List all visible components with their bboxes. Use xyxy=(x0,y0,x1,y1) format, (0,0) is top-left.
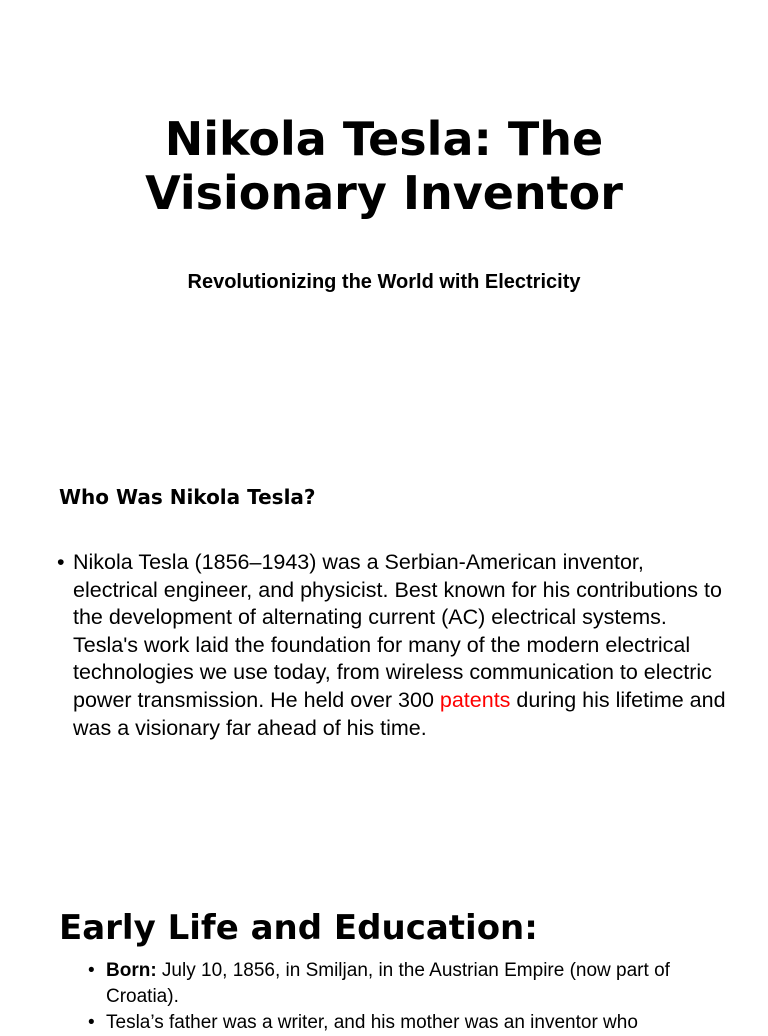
list-item-label: Born: xyxy=(106,960,157,981)
patents-link[interactable]: patents xyxy=(439,687,511,712)
who-text-after: during his lifetime and was a visionary far ahead of his time. xyxy=(73,687,726,740)
list-item-text: Tesla’s father was a writer, and his mother was an inventor who xyxy=(106,1012,638,1033)
title-line-2: Visionary Inventor xyxy=(145,166,623,220)
bullet-icon: • xyxy=(88,1012,95,1033)
who-paragraph xyxy=(57,549,733,742)
page-subtitle: Revolutionizing the World with Electricity xyxy=(187,271,581,293)
who-text-before: Nikola Tesla (1856–1943) was a Serbian-American inventor, electrical engineer, and physicist. Best known for his contributions to the development of alternating current (AC) electrical systems. Tesla's work laid the foundation for many of the modern electrical technologies we use today, from wireless communication to electric power transmission. He held over 300 xyxy=(73,550,722,712)
list-item xyxy=(88,1010,728,1036)
list-item xyxy=(88,958,728,1010)
early-life-list xyxy=(88,958,728,1036)
title-line-1: Nikola Tesla: The xyxy=(164,112,604,166)
who-section-heading: Who Was Nikola Tesla? xyxy=(59,485,316,509)
early-life-heading: Early Life and Education: xyxy=(59,908,538,948)
bullet-icon: • xyxy=(57,550,65,574)
bullet-icon: • xyxy=(88,960,95,981)
list-item-text: July 10, 1856, in Smiljan, in the Austrian Empire (now part of Croatia). xyxy=(106,960,670,1007)
page-title xyxy=(0,112,768,220)
